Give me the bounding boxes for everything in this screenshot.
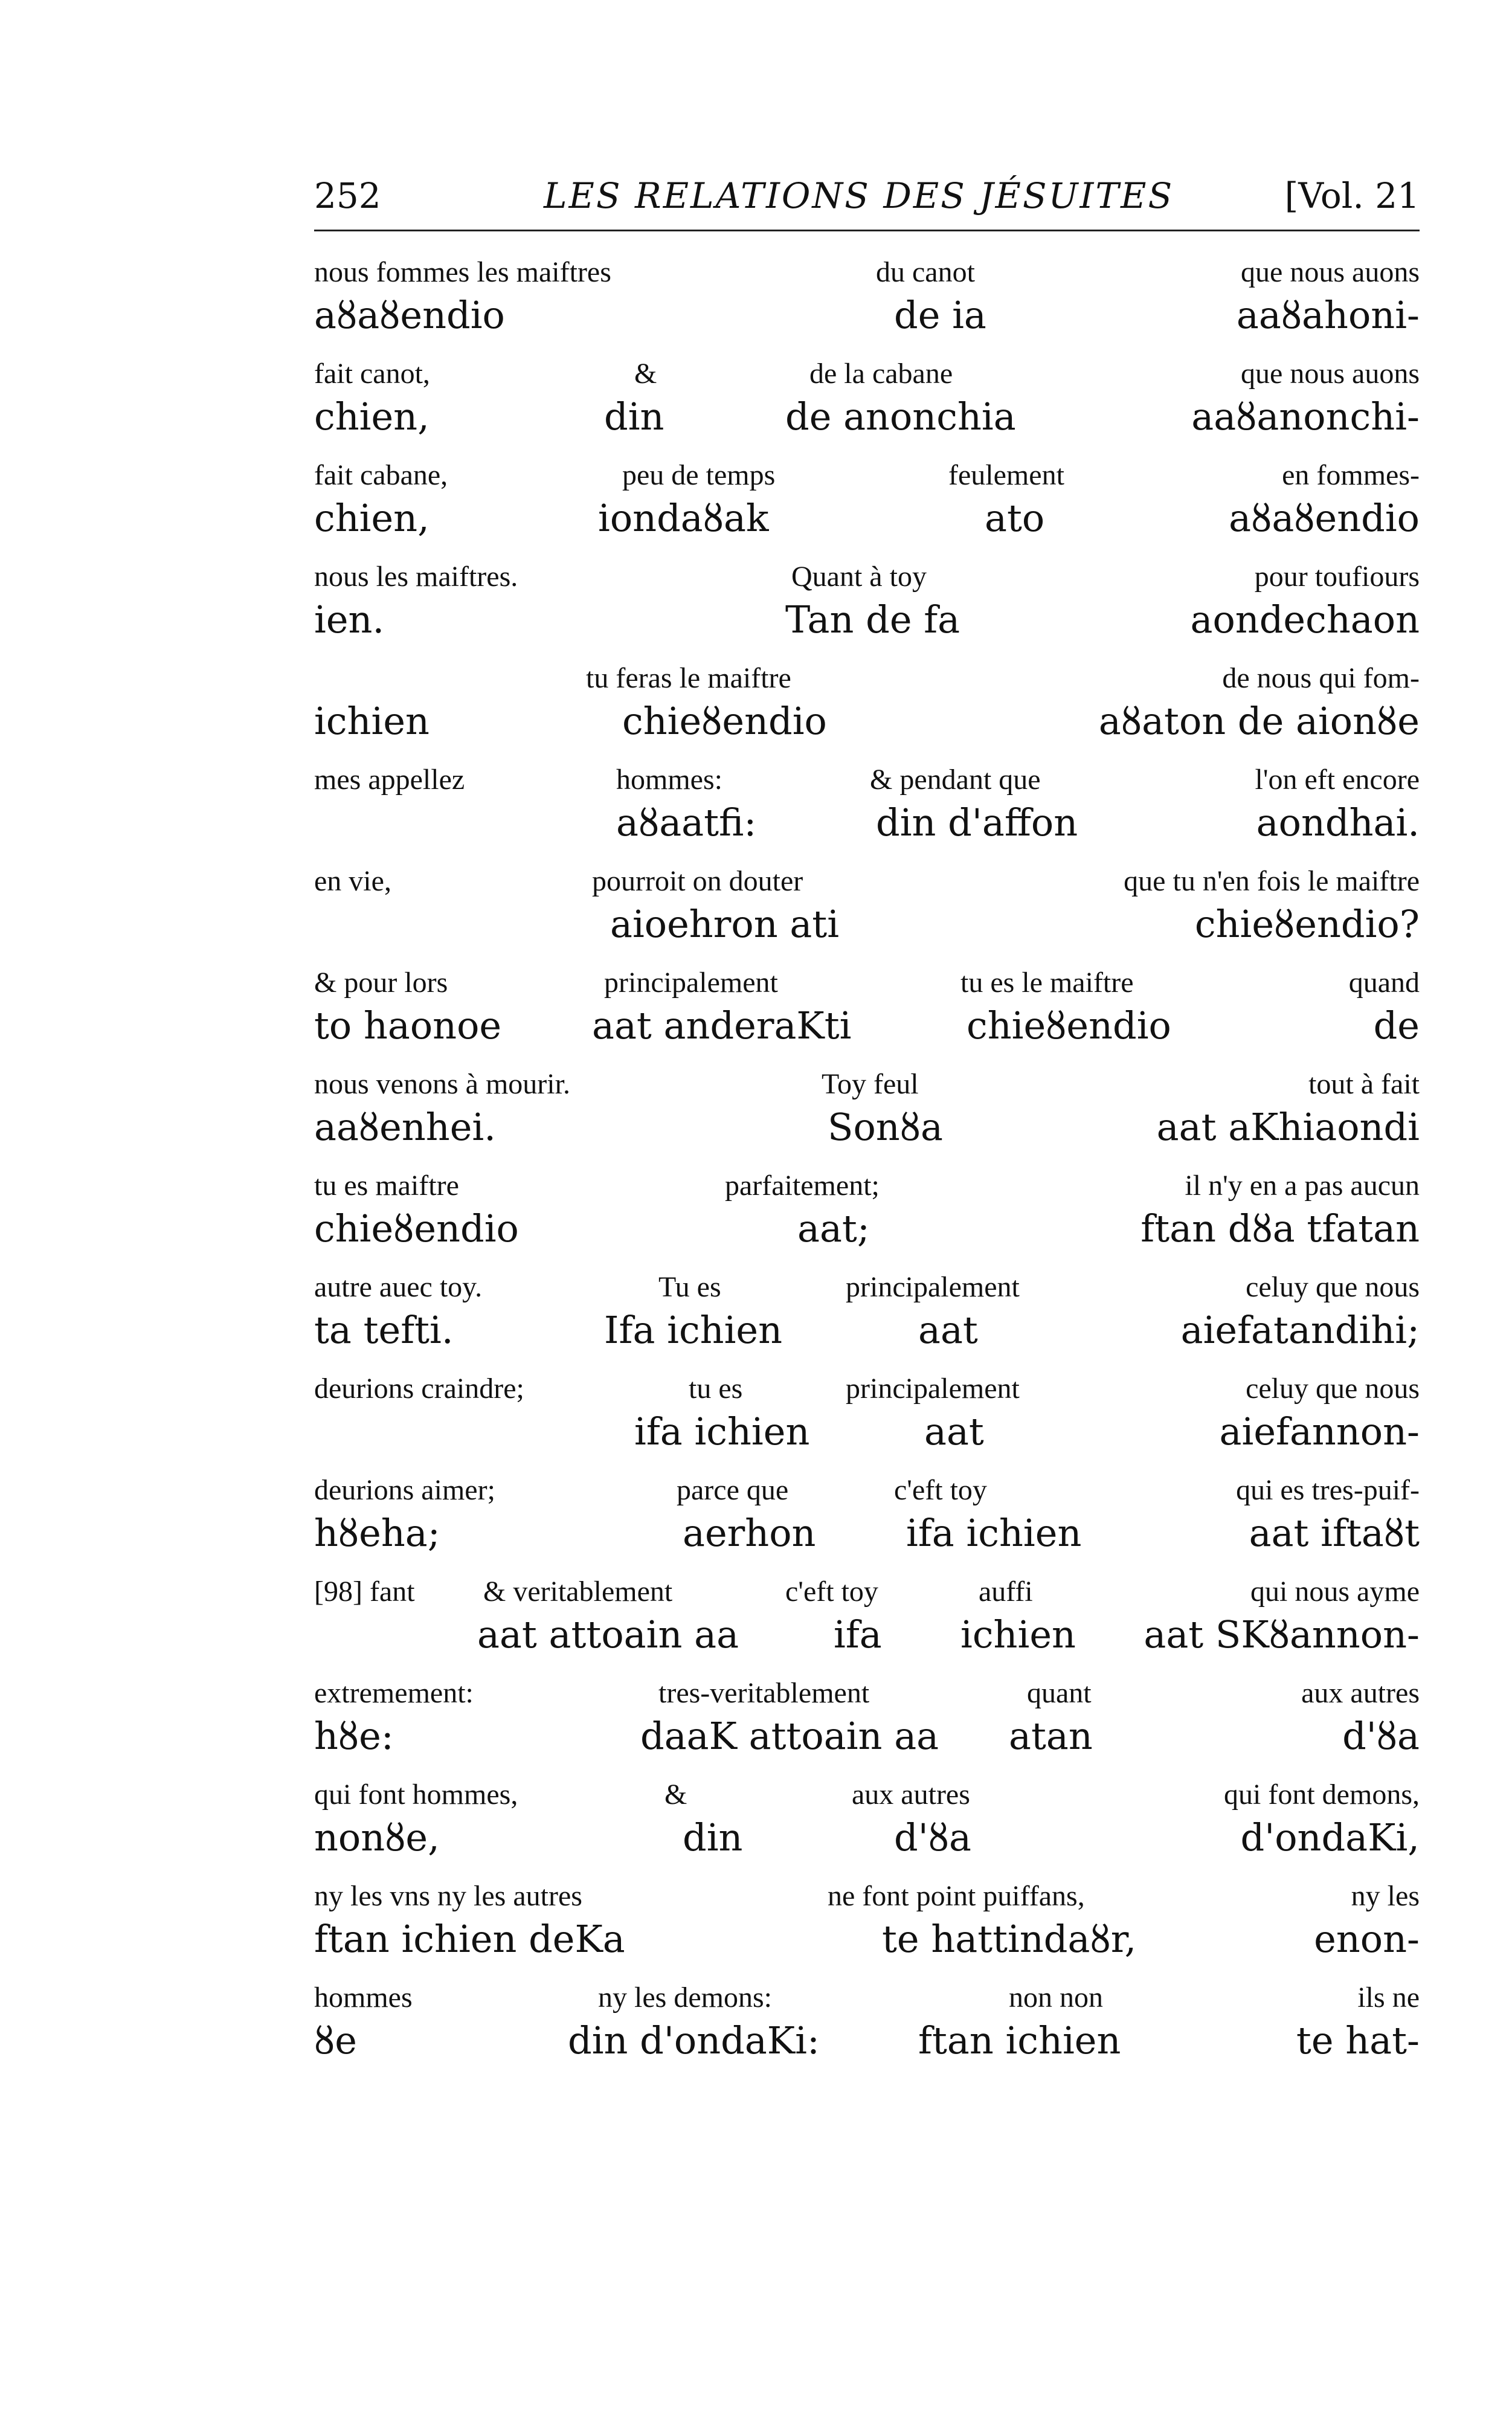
french-word: Tu es: [658, 1271, 721, 1303]
french-word: nous venons à mourir.: [314, 1068, 570, 1100]
french-word: hommes: [314, 1982, 413, 2014]
line-pair: [314, 1473, 1420, 1575]
french-word: deurions craindre;: [314, 1373, 524, 1405]
huron-word: d'ȣa: [1342, 1714, 1420, 1758]
french-word: principalement: [846, 1373, 1020, 1405]
huron-word: ien.: [314, 597, 385, 642]
french-gloss-line: [314, 1575, 1420, 1611]
huron-word: chien,: [314, 394, 429, 439]
line-pair: [314, 966, 1420, 1067]
french-gloss-line: [314, 459, 1420, 495]
line-pair: [314, 1778, 1420, 1879]
huron-word: aat: [918, 1308, 978, 1352]
huron-text-line: [314, 1003, 1420, 1058]
huron-word: aȣaȣendio: [314, 293, 505, 337]
huron-text-line: [314, 1409, 1420, 1464]
french-word: &: [634, 358, 657, 390]
french-gloss-line: [314, 1372, 1420, 1408]
french-word: tu es le maiftre: [960, 967, 1134, 999]
french-word: tu es maiftre: [314, 1170, 459, 1202]
huron-word: aat;: [797, 1206, 870, 1251]
huron-word: chieȣendio: [314, 1206, 519, 1251]
huron-text-line: [314, 1511, 1420, 1565]
huron-word: ichien: [314, 699, 429, 743]
line-pair: [314, 865, 1420, 966]
huron-word: ato: [985, 496, 1045, 540]
huron-word: ifa: [834, 1612, 882, 1657]
huron-word: te hat-: [1296, 2018, 1420, 2062]
french-word: qui es tres-puif-: [1236, 1474, 1420, 1506]
huron-text-line: [314, 1612, 1420, 1667]
huron-word: din: [604, 394, 664, 439]
line-pair: [314, 459, 1420, 560]
french-word: nous fommes les maiftres: [314, 256, 611, 288]
huron-word: daaK attoain aa: [640, 1714, 939, 1758]
huron-word: ftan ichien: [918, 2018, 1121, 2062]
huron-word: ȣe: [314, 2018, 357, 2062]
french-word: fait canot,: [314, 358, 430, 390]
french-word: du canot: [876, 256, 975, 288]
line-pair: [314, 1372, 1420, 1473]
huron-text-line: [314, 902, 1420, 956]
french-word: de nous qui fom-: [1222, 662, 1420, 694]
huron-word: chieȣendio?: [1194, 902, 1420, 946]
huron-text-line: [314, 394, 1420, 449]
volume-label: [Vol. 21: [1284, 175, 1420, 216]
french-word: que nous auons: [1241, 358, 1420, 390]
french-word: de la cabane: [809, 358, 953, 390]
huron-text-line: [314, 1815, 1420, 1870]
huron-word: nonȣe,: [314, 1815, 440, 1859]
huron-word: atan: [1009, 1714, 1093, 1758]
french-gloss-line: [314, 1270, 1420, 1307]
french-word: & veritablement: [483, 1576, 673, 1608]
huron-word: din d'affon: [876, 800, 1078, 845]
huron-text-line: [314, 1206, 1420, 1261]
huron-word: iondaȣak: [598, 496, 769, 540]
french-word: qui font demons,: [1224, 1779, 1420, 1811]
french-gloss-line: [314, 662, 1420, 698]
line-pair: [314, 1575, 1420, 1676]
french-word: ny les: [1351, 1880, 1420, 1912]
huron-word: aerhon: [683, 1511, 816, 1555]
huron-word: aȣaton de aionȣe: [1098, 699, 1420, 743]
french-gloss-line: [314, 763, 1420, 799]
huron-word: aaȣanonchi-: [1191, 394, 1420, 439]
line-pair: [314, 357, 1420, 459]
french-word: qui font hommes,: [314, 1779, 518, 1811]
french-word: tres-veritablement: [658, 1677, 870, 1709]
line-pair: [314, 560, 1420, 662]
huron-word: de ia: [894, 293, 986, 337]
huron-word: Tan de fa: [785, 597, 960, 642]
french-word: en fommes-: [1282, 459, 1420, 491]
huron-text-line: [314, 1917, 1420, 1971]
french-word: nous les maiftres.: [314, 561, 518, 593]
huron-text-line: [314, 800, 1420, 855]
french-word: l'on eft encore: [1255, 764, 1420, 796]
huron-text-line: [314, 1105, 1420, 1159]
french-gloss-line: [314, 1879, 1420, 1916]
line-pair: [314, 662, 1420, 763]
huron-word: aaȣenhei.: [314, 1105, 496, 1149]
french-gloss-line: [314, 357, 1420, 393]
huron-word: aat SKȣannon-: [1144, 1612, 1420, 1657]
french-word: extremement:: [314, 1677, 474, 1709]
book-page: [314, 163, 1420, 2082]
line-pair: [314, 1879, 1420, 1981]
french-gloss-line: [314, 560, 1420, 596]
huron-word: aiefannon-: [1219, 1409, 1420, 1454]
huron-word: te hattindaȣr,: [882, 1917, 1137, 1961]
french-gloss-line: [314, 1676, 1420, 1713]
huron-word: to haonoe: [314, 1003, 502, 1048]
french-word: &: [664, 1779, 687, 1811]
french-word: que tu n'en fois le maiftre: [1124, 865, 1420, 897]
french-word: parce que: [677, 1474, 789, 1506]
french-gloss-line: [314, 865, 1420, 901]
french-word: c'eft toy: [785, 1576, 878, 1608]
french-gloss-line: [314, 1981, 1420, 2017]
huron-word: aȣaȣendio: [1229, 496, 1420, 540]
huron-word: chieȣendio: [967, 1003, 1171, 1048]
huron-word: aat iftaȣt: [1249, 1511, 1420, 1555]
french-word: auffi: [979, 1576, 1033, 1608]
huron-word: ftan dȣa tfatan: [1140, 1206, 1420, 1251]
huron-word: aondechaon: [1190, 597, 1420, 642]
french-word: fait cabane,: [314, 459, 448, 491]
french-gloss-line: [314, 1169, 1420, 1205]
huron-word: aat: [924, 1409, 984, 1454]
french-word: tout à fait: [1308, 1068, 1420, 1100]
huron-word: enon-: [1314, 1917, 1420, 1961]
french-word: pourroit on douter: [592, 865, 803, 897]
french-word: & pendant que: [870, 764, 1041, 796]
french-word: qui nous ayme: [1250, 1576, 1420, 1608]
running-header: [314, 163, 1420, 231]
line-pair: [314, 763, 1420, 865]
french-word: deurions aimer;: [314, 1474, 495, 1506]
french-word: principalement: [846, 1271, 1020, 1303]
huron-text-line: [314, 1714, 1420, 1768]
french-word: feulement: [948, 459, 1064, 491]
french-word: tu feras le maiftre: [586, 662, 791, 694]
huron-word: aondhai.: [1256, 800, 1420, 845]
huron-word: din: [683, 1815, 743, 1859]
huron-text-line: [314, 597, 1420, 652]
french-word: ils ne: [1357, 1982, 1420, 2014]
french-word: Quant à toy: [791, 561, 927, 593]
french-gloss-line: [314, 256, 1420, 292]
french-word: c'eft toy: [894, 1474, 987, 1506]
french-word: mes appellez: [314, 764, 465, 796]
huron-word: de anonchia: [785, 394, 1016, 439]
french-word: celuy que nous: [1246, 1373, 1420, 1405]
french-word: principalement: [604, 967, 778, 999]
french-gloss-line: [314, 966, 1420, 1002]
french-word: tu es: [689, 1373, 743, 1405]
french-word: quant: [1027, 1677, 1092, 1709]
line-pair: [314, 1067, 1420, 1169]
huron-word: din d'ondaKi:: [568, 2018, 820, 2062]
huron-text-line: [314, 496, 1420, 550]
huron-word: chien,: [314, 496, 429, 540]
french-word: pour toufiours: [1254, 561, 1420, 593]
huron-word: chieȣendio: [622, 699, 827, 743]
french-word: en vie,: [314, 865, 391, 897]
line-pair: [314, 1169, 1420, 1270]
french-word: il n'y en a pas aucun: [1185, 1170, 1420, 1202]
huron-word: aat attoain aa: [477, 1612, 739, 1657]
huron-word: d'ondaKi,: [1240, 1815, 1420, 1859]
french-word: [98] fant: [314, 1576, 415, 1608]
huron-word: d'ȣa: [894, 1815, 971, 1859]
huron-word: ftan ichien deKa: [314, 1917, 625, 1961]
huron-word: aat anderaKti: [592, 1003, 852, 1048]
french-word: & pour lors: [314, 967, 448, 999]
huron-text-line: [314, 293, 1420, 347]
french-word: celuy que nous: [1246, 1271, 1420, 1303]
huron-word: Sonȣa: [828, 1105, 943, 1149]
huron-word: aaȣahoni-: [1236, 293, 1420, 337]
running-title: LES RELATIONS DES JÉSUITES: [544, 175, 1174, 216]
french-gloss-line: [314, 1778, 1420, 1814]
french-word: autre auec toy.: [314, 1271, 483, 1303]
page-number: 252: [314, 175, 381, 216]
huron-word: ifa ichien: [634, 1409, 810, 1454]
interlinear-text: [314, 256, 1420, 2082]
french-word: parfaitement;: [725, 1170, 880, 1202]
huron-word: hȣeha;: [314, 1511, 440, 1555]
french-word: aux autres: [852, 1779, 970, 1811]
huron-word: ifa ichien: [906, 1511, 1082, 1555]
huron-text-line: [314, 2018, 1420, 2073]
french-word: aux autres: [1301, 1677, 1420, 1709]
huron-word: Ifa ichien: [604, 1308, 783, 1352]
huron-word: de: [1373, 1003, 1420, 1048]
french-word: hommes:: [616, 764, 722, 796]
french-word: ne font point puiffans,: [828, 1880, 1085, 1912]
french-gloss-line: [314, 1067, 1420, 1104]
huron-word: ta tefti.: [314, 1308, 454, 1352]
huron-word: aȣaatfi:: [616, 800, 757, 845]
line-pair: [314, 1676, 1420, 1778]
line-pair: [314, 256, 1420, 357]
huron-word: hȣe:: [314, 1714, 394, 1758]
huron-word: aat aKhiaondi: [1156, 1105, 1420, 1149]
french-word: Toy feul: [822, 1068, 919, 1100]
french-word: ny les vns ny les autres: [314, 1880, 582, 1912]
french-word: ny les demons:: [598, 1982, 772, 2014]
line-pair: [314, 1981, 1420, 2082]
french-word: que nous auons: [1241, 256, 1420, 288]
french-word: quand: [1348, 967, 1420, 999]
french-gloss-line: [314, 1473, 1420, 1510]
huron-text-line: [314, 1308, 1420, 1362]
line-pair: [314, 1270, 1420, 1372]
huron-word: aioehron ati: [610, 902, 840, 946]
huron-word: aiefatandihi;: [1180, 1308, 1420, 1352]
french-word: peu de temps: [622, 459, 776, 491]
french-word: non non: [1009, 1982, 1103, 2014]
huron-word: ichien: [960, 1612, 1076, 1657]
huron-text-line: [314, 699, 1420, 753]
